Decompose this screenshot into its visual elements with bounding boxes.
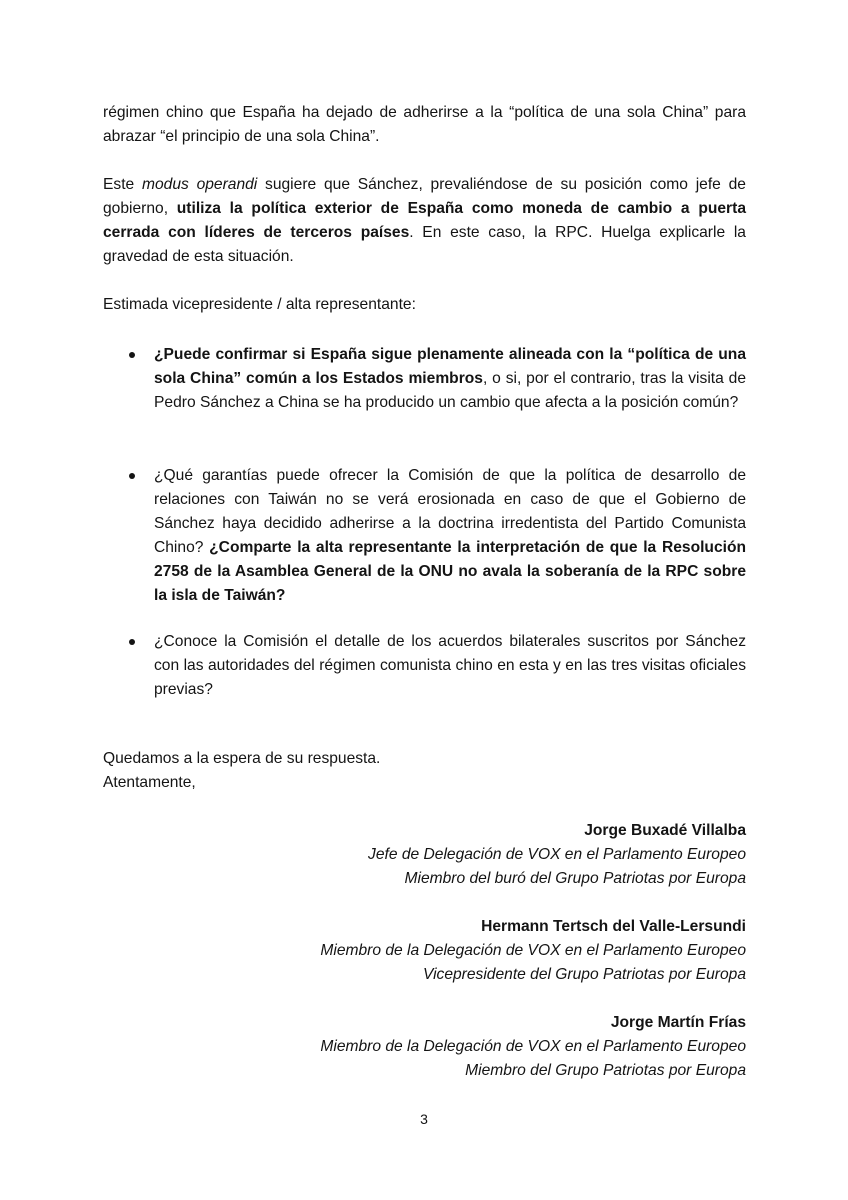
- intro-line: abrazar “el principio de una sola China”.: [103, 128, 380, 145]
- paragraph-text: sugiere que Sánchez, prevaliéndose de su posición como jefe de gobierno,: [103, 176, 746, 217]
- signatory: [226, 1011, 746, 1083]
- signatory-role: Miembro del buró del Grupo Patriotas por Europa: [404, 870, 746, 887]
- signatory-role: Miembro del Grupo Patriotas por Europa: [465, 1062, 746, 1079]
- italic-phrase: modus operandi: [141, 176, 258, 193]
- bold-phrase: utiliza la política exterior de España como moneda de cambio a puerta cerrada con líderes de terceros países: [103, 200, 746, 241]
- paragraph-text: . En este caso, la RPC. Huelga explicarle la gravedad de esta situación.: [103, 224, 746, 265]
- signatory: [226, 819, 746, 891]
- signatory-name: Hermann Tertsch del Valle-Lersundi: [481, 918, 746, 935]
- modus-operandi-paragraph: [103, 173, 746, 269]
- salutation: Estimada vicepresidente / alta representante:: [103, 296, 416, 313]
- closing: [103, 747, 746, 795]
- bullet-icon: [129, 639, 135, 645]
- bold-phrase: ¿Comparte la alta representante la interpretación de que la Resolución 2758 de la Asamblea General de la ONU no avala la soberanía de la RPC sobre la isla de Taiwán?: [154, 539, 747, 604]
- bullet-icon: [129, 352, 135, 358]
- signatory-role: Vicepresidente del Grupo Patriotas por Europa: [422, 966, 746, 983]
- signatory-role: Jefe de Delegación de VOX en el Parlamento Europeo: [368, 846, 746, 863]
- question-text: [154, 343, 746, 415]
- signatory-role: Miembro de la Delegación de VOX en el Parlamento Europeo: [320, 942, 746, 959]
- signature-block: [226, 819, 746, 1107]
- paragraph-text: Este: [103, 176, 142, 193]
- page-number: 3: [420, 1111, 428, 1127]
- question-text: [154, 630, 746, 702]
- intro-line: régimen chino que España ha dejado de adherirse a la “política de una sola China” para: [103, 104, 746, 121]
- paragraph-text: ¿Qué garantías puede ofrecer la Comisión de que la política de desarrollo de relaciones con Taiwán no se verá erosionada en caso de que el Gobierno de Sánchez haya decidido adherirse a la doctrina irredentista del Partido Comunista Chino?: [154, 467, 746, 556]
- signatory-name: Jorge Buxadé Villalba: [584, 822, 746, 839]
- bullet-icon: [129, 473, 135, 479]
- closing-line: Atentamente,: [103, 774, 196, 791]
- signatory: [226, 915, 746, 987]
- question-text: [154, 464, 746, 608]
- signatory-name: Jorge Martín Frías: [610, 1014, 746, 1031]
- bold-phrase: ¿Puede confirmar si España sigue plenamente alineada con la “política de una sola China” común a los Estados miembros: [154, 346, 746, 387]
- signatory-role: Miembro de la Delegación de VOX en el Parlamento Europeo: [320, 1038, 746, 1055]
- intro-paragraph: [103, 101, 746, 149]
- closing-line: Quedamos a la espera de su respuesta.: [103, 750, 381, 767]
- paragraph-text: , o si, por el contrario, tras la visita de Pedro Sánchez a China se ha producido un cambio que afecta a la posición común?: [154, 370, 746, 411]
- paragraph-text: ¿Conoce la Comisión el detalle de los acuerdos bilaterales suscritos por Sánchez con las autoridades del régimen comunista chino en esta y en las tres visitas oficiales previas?: [154, 633, 746, 698]
